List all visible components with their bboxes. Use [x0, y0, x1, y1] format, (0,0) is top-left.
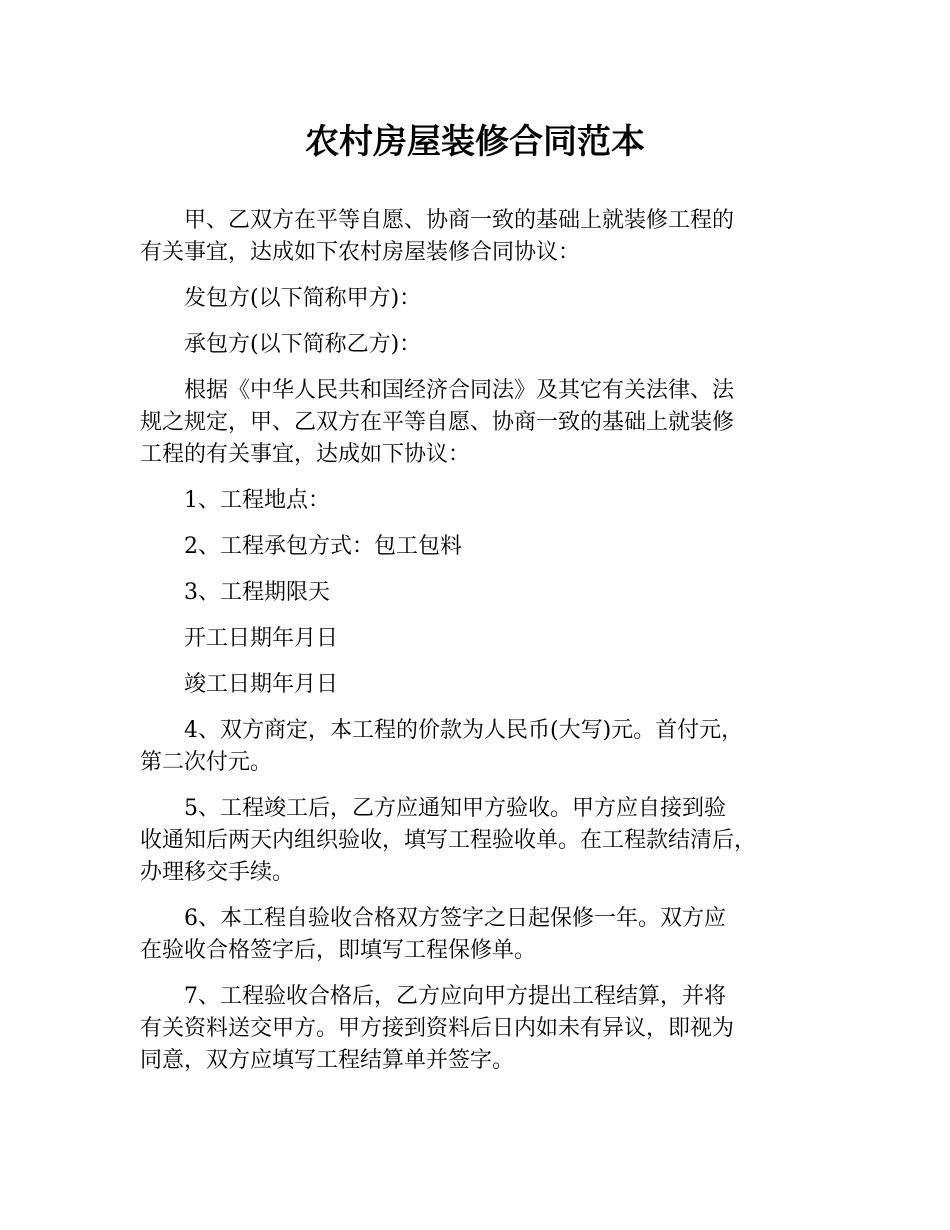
text-line: 第二次付元。: [140, 750, 273, 775]
text-line: 发包方(以下简称甲方)：: [184, 286, 422, 311]
paragraph: [140, 375, 840, 471]
paragraph: [140, 715, 840, 779]
text-line: 1、工程地点：: [184, 488, 330, 513]
paragraph: [140, 485, 840, 517]
text-line: 根据《中华人民共和国经济合同法》及其它有关法律、法: [184, 378, 735, 403]
text-line: 甲、乙双方在平等自愿、协商一致的基础上就装修工程的: [184, 208, 735, 233]
paragraph: [140, 793, 840, 889]
text-line: 4、双方商定，本工程的价款为人民币(大写)元。首付元，: [184, 718, 744, 743]
text-line: 在验收合格签字后，即填写工程保修单。: [140, 938, 537, 963]
text-line: 6、本工程自验收合格双方签字之日起保修一年。双方应: [184, 906, 726, 931]
text-line: 承包方(以下简称乙方)：: [184, 332, 422, 357]
text-line: 7、工程验收合格后，乙方应向甲方提出工程结算，并将: [184, 984, 726, 1009]
document-body: [140, 205, 840, 1091]
paragraph: [140, 577, 840, 609]
document-title: 农村房屋装修合同范本: [305, 122, 645, 162]
text-line: 3、工程期限天: [184, 580, 330, 605]
text-line: 收通知后两天内组织验收，填写工程验收单。在工程款结清后，: [140, 828, 757, 853]
paragraph: [140, 669, 840, 701]
paragraph: [140, 329, 840, 361]
text-line: 5、工程竣工后，乙方应通知甲方验收。甲方应自接到验: [184, 796, 726, 821]
text-line: 竣工日期年月日: [184, 672, 339, 697]
text-line: 有关资料送交甲方。甲方接到资料后日内如未有异议，即视为: [140, 1016, 735, 1041]
paragraph: [140, 283, 840, 315]
paragraph: [140, 531, 840, 563]
text-line: 同意，双方应填写工程结算单并签字。: [140, 1048, 515, 1073]
text-line: 规之规定，甲、乙双方在平等自愿、协商一致的基础上就装修: [140, 410, 735, 435]
text-line: 开工日期年月日: [184, 626, 339, 651]
paragraph: [140, 623, 840, 655]
text-line: 2、工程承包方式：包工包料: [184, 534, 462, 559]
paragraph: [140, 903, 840, 967]
text-line: 工程的有关事宜，达成如下协议：: [140, 442, 471, 467]
paragraph: [140, 981, 840, 1077]
text-line: 有关事宜，达成如下农村房屋装修合同协议：: [140, 240, 581, 265]
text-line: 办理移交手续。: [140, 860, 295, 885]
paragraph: [140, 205, 840, 269]
